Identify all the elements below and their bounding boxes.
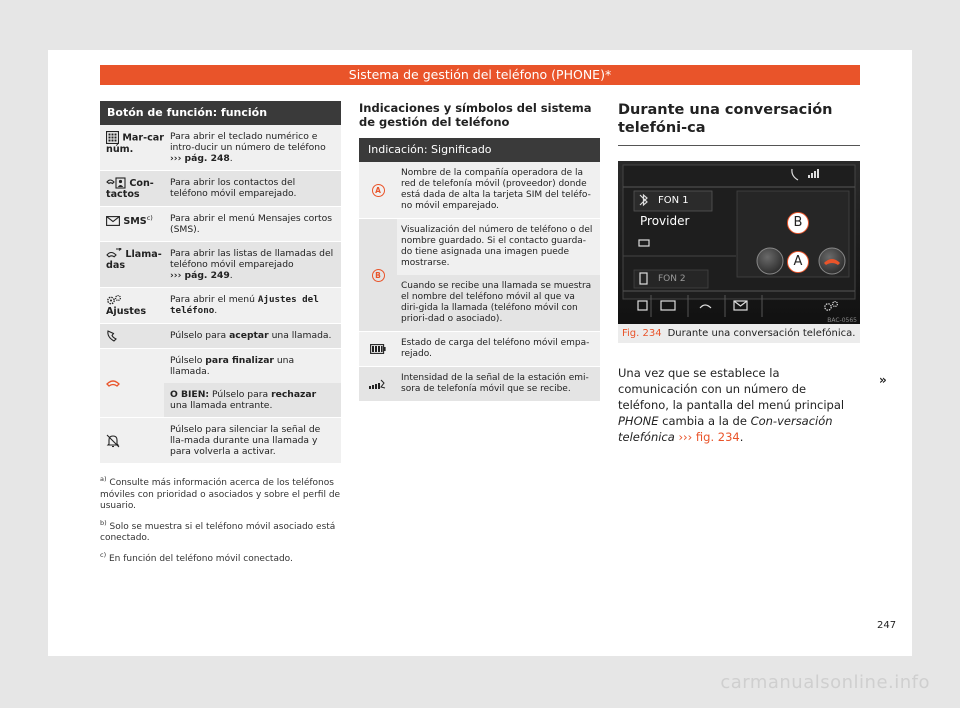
mute-bell-icon <box>106 434 120 448</box>
section-title: Durante una conversación telefóni-ca <box>618 101 860 146</box>
callout-b: B <box>787 212 809 234</box>
table-row: A Nombre de la compañía operadora de la red de telefonía móvil (proveedor) donde está dada de alta la tarjeta SIM del teléfo-no móvil emparejado. <box>359 162 600 219</box>
continue-marker: » <box>879 373 887 387</box>
provider-name: Provider <box>640 214 690 228</box>
function-table <box>100 101 341 570</box>
watermark: carmanualsonline.info <box>720 672 930 693</box>
section-header: Sistema de gestión del teléfono (PHONE)* <box>100 65 860 85</box>
table-row: Mar-car núm. Para abrir el teclado numérico e intro-ducir un número de teléfono ››› pág. 248. <box>100 125 341 171</box>
body-paragraph: Una vez que se establece la comunicación con un número de teléfono, la pantalla del menú principal PHONE cambia a la de Con-versación telefónica ››› fig. 234. <box>618 366 845 444</box>
call-list-icon <box>106 248 122 260</box>
table-row: Estado de carga del teléfono móvil empa-rejado. <box>359 332 600 367</box>
row-desc: Para abrir los contactos del teléfono móvil emparejado. <box>170 177 297 199</box>
row-label: Llama-das <box>106 249 162 271</box>
indications-table-header: Indicación: Significado <box>359 138 600 162</box>
page-number: 247 <box>877 620 897 631</box>
keypad-icon <box>106 131 119 144</box>
figure-caption: Fig. 234 Durante una conversación telefónica. <box>618 324 860 343</box>
contacts-phone-icon <box>106 177 126 189</box>
row-desc: Púlselo para silenciar la señal de lla-mada durante una llamada y para volverla a activar. <box>170 424 321 457</box>
row-desc: Para abrir el menú Mensajes cortos (SMS). <box>170 213 333 235</box>
row-label: Ajustes <box>106 306 147 317</box>
footnote: $^{c)}$ En función del teléfono móvil conectado. <box>100 550 293 564</box>
table-row: B Visualización del número de teléfono o del nombre guardado. Si el contacto guarda-do tiene asignada una imagen puede mostrarse. Cuando se recibe una llamada se muestra el nombre del teléfono móvil al que va diri-gida la llamada (teléfono móvil con priori-dad o asociado). <box>359 219 600 332</box>
marker-b: B <box>372 269 385 282</box>
provider-slot-2[interactable]: FON 2 <box>658 274 686 284</box>
callout-a: A <box>787 251 809 273</box>
page-ref[interactable]: ››› pág. 249 <box>170 270 230 281</box>
end-call-icon <box>106 379 120 387</box>
row-label: SMS <box>123 216 147 228</box>
table-row: SMS$^{c)}$ Para abrir el menú Mensajes cortos (SMS). <box>100 207 341 242</box>
row-label: Con-tactos <box>106 178 154 200</box>
figure-ref[interactable]: ››› fig. 234 <box>674 430 740 444</box>
battery-icon <box>370 344 386 354</box>
menu-name: Ajustes del teléfono <box>170 294 319 316</box>
provider-slot-1[interactable]: FON 1 <box>658 195 689 206</box>
table-row: Púlselo para finalizar una llamada. O BIEN: Púlselo para rechazar una llamada entrante. <box>100 349 341 418</box>
table-row: Ajustes Para abrir el menú Ajustes del teléfono. <box>100 288 341 324</box>
accept-call-icon <box>106 330 120 342</box>
table-row: Intensidad de la señal de la estación emi-sora de telefonía móvil que se recibe. <box>359 367 600 402</box>
table-row: Llama-das Para abrir las listas de llamadas del teléfono móvil emparejado ››› pág. 249. <box>100 242 341 288</box>
settings-gears-icon <box>106 294 122 306</box>
marker-a: A <box>372 184 385 197</box>
phone-screen-graphic <box>618 161 860 324</box>
figure-code: BAC-0565 <box>827 317 857 324</box>
table-row <box>100 418 341 464</box>
footnote: $^{a)}$ Consulte más información acerca de los teléfonos móviles con prioridad o asociados y sobre el perfil de usuario. <box>100 475 341 511</box>
footnote: $^{b)}$ Solo se muestra si el teléfono móvil asociado está conectado. <box>100 518 336 543</box>
page-ref[interactable]: ››› pág. 248 <box>170 153 230 164</box>
table-row <box>100 171 341 207</box>
signal-strength-icon <box>369 379 387 389</box>
phone-screen-figure <box>618 161 860 324</box>
function-table-header: Botón de función: función <box>100 101 341 125</box>
row-desc: Para abrir las listas de llamadas del teléfono móvil emparejado <box>170 248 334 270</box>
table-row: Púlselo para aceptar una llamada. <box>100 324 341 349</box>
section-title: Indicaciones y símbolos del sistema de gestión del teléfono <box>359 101 592 129</box>
envelope-icon <box>106 216 120 226</box>
row-desc: Para abrir el teclado numérico e intro-ducir un número de teléfono <box>170 131 326 153</box>
row-label: Mar-car núm. <box>106 132 164 155</box>
footnotes <box>100 474 341 565</box>
indications-section <box>359 101 600 402</box>
conversation-section <box>618 101 860 445</box>
